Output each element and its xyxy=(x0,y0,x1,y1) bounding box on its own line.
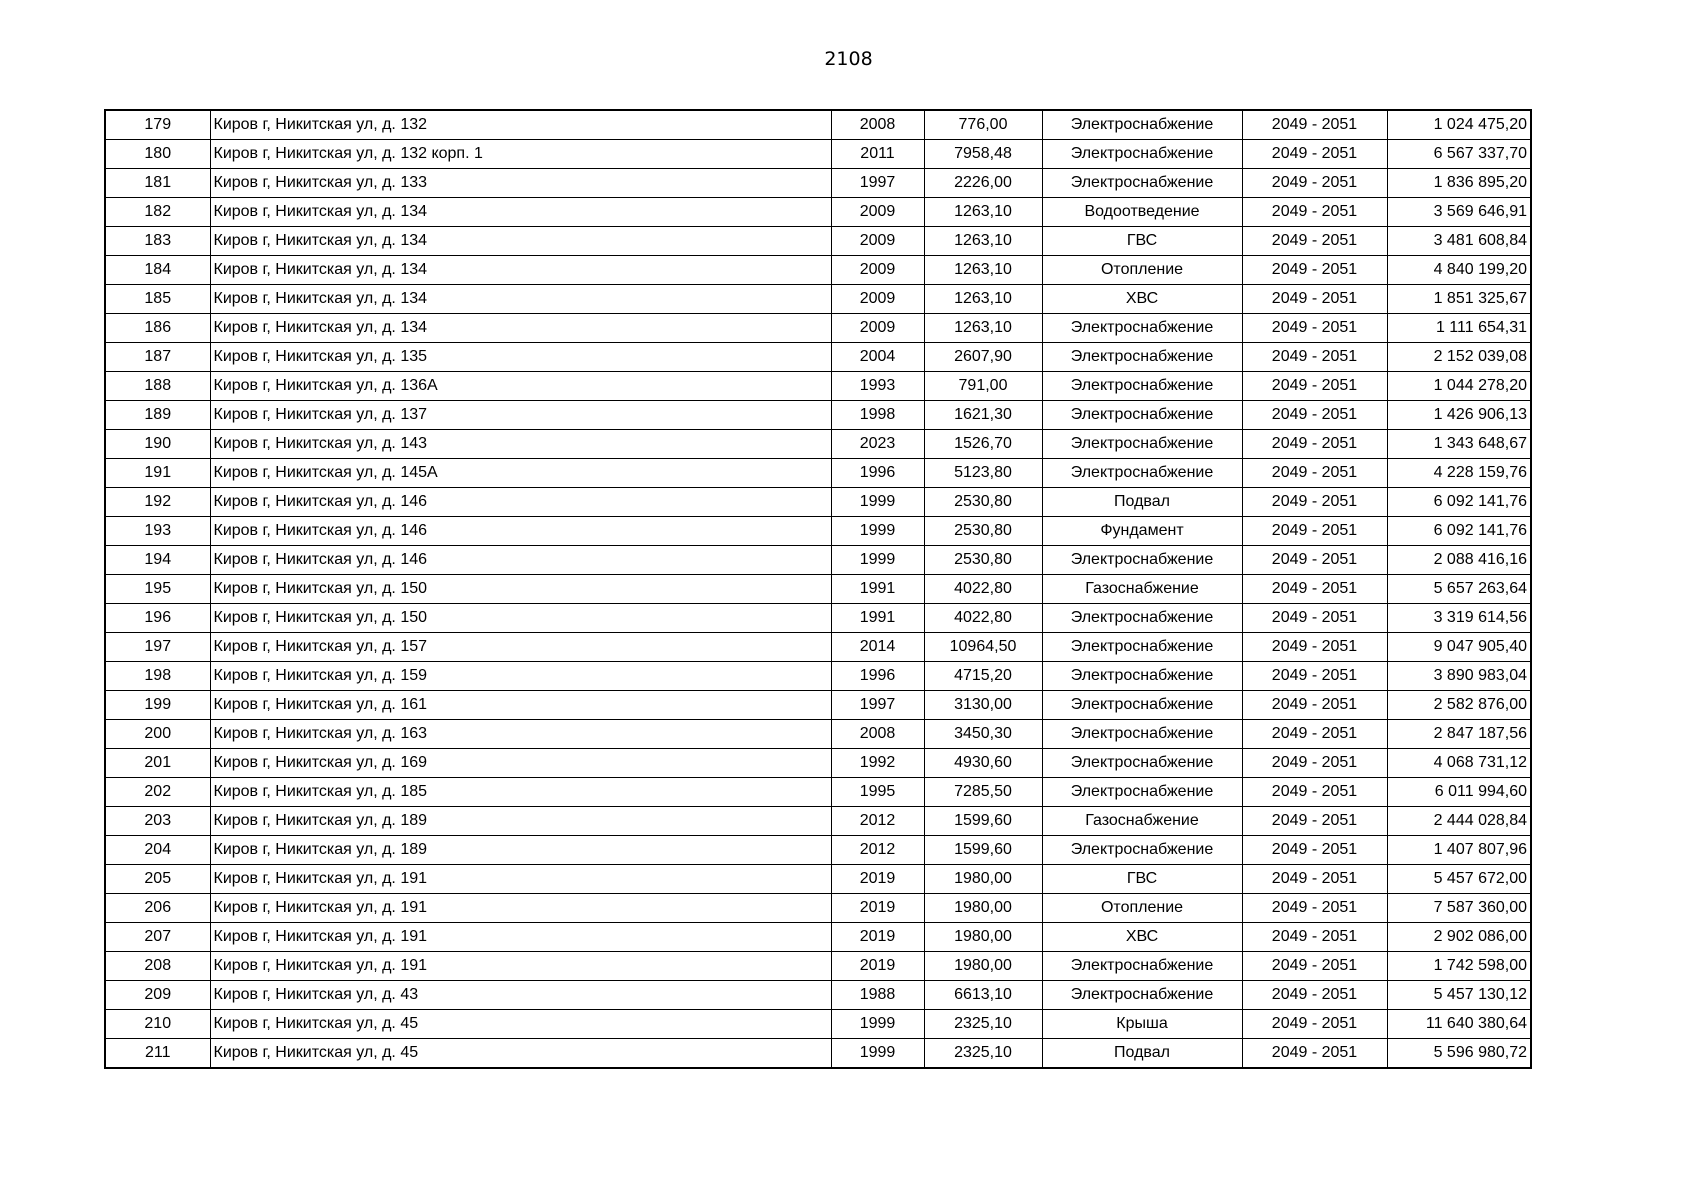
year-built-cell: 2012 xyxy=(831,807,924,836)
work-type-cell: Подвал xyxy=(1042,1039,1242,1069)
year-built-cell: 1997 xyxy=(831,691,924,720)
period-cell: 2049 - 2051 xyxy=(1242,459,1387,488)
work-type-cell: Газоснабжение xyxy=(1042,575,1242,604)
period-cell: 2049 - 2051 xyxy=(1242,314,1387,343)
cost-cell: 2 152 039,08 xyxy=(1387,343,1531,372)
area-cell: 1980,00 xyxy=(924,865,1042,894)
period-cell: 2049 - 2051 xyxy=(1242,430,1387,459)
address-cell: Киров г, Никитская ул, д. 45 xyxy=(210,1010,831,1039)
year-built-cell: 2019 xyxy=(831,894,924,923)
period-cell: 2049 - 2051 xyxy=(1242,952,1387,981)
table-row xyxy=(105,314,1531,343)
table-row xyxy=(105,488,1531,517)
row-number-cell: 197 xyxy=(105,633,210,662)
period-cell: 2049 - 2051 xyxy=(1242,110,1387,140)
year-built-cell: 1993 xyxy=(831,372,924,401)
year-built-cell: 1999 xyxy=(831,488,924,517)
area-cell: 4022,80 xyxy=(924,575,1042,604)
year-built-cell: 2012 xyxy=(831,836,924,865)
work-type-cell: Отопление xyxy=(1042,894,1242,923)
address-cell: Киров г, Никитская ул, д. 133 xyxy=(210,169,831,198)
period-cell: 2049 - 2051 xyxy=(1242,198,1387,227)
row-number-cell: 199 xyxy=(105,691,210,720)
work-type-cell: Электроснабжение xyxy=(1042,691,1242,720)
area-cell: 1980,00 xyxy=(924,923,1042,952)
year-built-cell: 2019 xyxy=(831,923,924,952)
area-cell: 1599,60 xyxy=(924,807,1042,836)
area-cell: 1980,00 xyxy=(924,894,1042,923)
row-number-cell: 179 xyxy=(105,110,210,140)
cost-cell: 1 851 325,67 xyxy=(1387,285,1531,314)
year-built-cell: 2009 xyxy=(831,198,924,227)
table-row xyxy=(105,227,1531,256)
cost-cell: 6 011 994,60 xyxy=(1387,778,1531,807)
table-row xyxy=(105,691,1531,720)
area-cell: 6613,10 xyxy=(924,981,1042,1010)
cost-cell: 3 481 608,84 xyxy=(1387,227,1531,256)
area-cell: 1526,70 xyxy=(924,430,1042,459)
row-number-cell: 201 xyxy=(105,749,210,778)
work-type-cell: Электроснабжение xyxy=(1042,981,1242,1010)
year-built-cell: 2009 xyxy=(831,256,924,285)
area-cell: 2530,80 xyxy=(924,517,1042,546)
work-type-cell: Электроснабжение xyxy=(1042,604,1242,633)
year-built-cell: 1999 xyxy=(831,1039,924,1069)
table-row xyxy=(105,749,1531,778)
address-cell: Киров г, Никитская ул, д. 191 xyxy=(210,894,831,923)
work-type-cell: Электроснабжение xyxy=(1042,459,1242,488)
cost-cell: 1 742 598,00 xyxy=(1387,952,1531,981)
row-number-cell: 182 xyxy=(105,198,210,227)
cost-cell: 5 657 263,64 xyxy=(1387,575,1531,604)
period-cell: 2049 - 2051 xyxy=(1242,778,1387,807)
year-built-cell: 1992 xyxy=(831,749,924,778)
area-cell: 4930,60 xyxy=(924,749,1042,778)
address-cell: Киров г, Никитская ул, д. 136А xyxy=(210,372,831,401)
area-cell: 2530,80 xyxy=(924,546,1042,575)
work-type-cell: Электроснабжение xyxy=(1042,749,1242,778)
address-cell: Киров г, Никитская ул, д. 132 корп. 1 xyxy=(210,140,831,169)
year-built-cell: 2009 xyxy=(831,227,924,256)
table-row xyxy=(105,981,1531,1010)
period-cell: 2049 - 2051 xyxy=(1242,749,1387,778)
area-cell: 1263,10 xyxy=(924,198,1042,227)
work-type-cell: Электроснабжение xyxy=(1042,546,1242,575)
table-body xyxy=(105,110,1531,1068)
work-type-cell: Электроснабжение xyxy=(1042,633,1242,662)
cost-cell: 2 088 416,16 xyxy=(1387,546,1531,575)
table-row xyxy=(105,546,1531,575)
work-type-cell: Электроснабжение xyxy=(1042,140,1242,169)
cost-cell: 2 902 086,00 xyxy=(1387,923,1531,952)
address-cell: Киров г, Никитская ул, д. 134 xyxy=(210,227,831,256)
address-cell: Киров г, Никитская ул, д. 163 xyxy=(210,720,831,749)
period-cell: 2049 - 2051 xyxy=(1242,1010,1387,1039)
cost-cell: 1 343 648,67 xyxy=(1387,430,1531,459)
row-number-cell: 180 xyxy=(105,140,210,169)
row-number-cell: 185 xyxy=(105,285,210,314)
year-built-cell: 1991 xyxy=(831,604,924,633)
year-built-cell: 1999 xyxy=(831,517,924,546)
period-cell: 2049 - 2051 xyxy=(1242,488,1387,517)
row-number-cell: 181 xyxy=(105,169,210,198)
work-type-cell: Электроснабжение xyxy=(1042,778,1242,807)
period-cell: 2049 - 2051 xyxy=(1242,285,1387,314)
table-row xyxy=(105,430,1531,459)
table-row xyxy=(105,517,1531,546)
year-built-cell: 2014 xyxy=(831,633,924,662)
address-cell: Киров г, Никитская ул, д. 189 xyxy=(210,836,831,865)
period-cell: 2049 - 2051 xyxy=(1242,575,1387,604)
year-built-cell: 1997 xyxy=(831,169,924,198)
area-cell: 2325,10 xyxy=(924,1039,1042,1069)
row-number-cell: 198 xyxy=(105,662,210,691)
year-built-cell: 1996 xyxy=(831,662,924,691)
area-cell: 3450,30 xyxy=(924,720,1042,749)
cost-cell: 2 582 876,00 xyxy=(1387,691,1531,720)
year-built-cell: 2009 xyxy=(831,285,924,314)
row-number-cell: 206 xyxy=(105,894,210,923)
work-type-cell: Электроснабжение xyxy=(1042,662,1242,691)
data-table xyxy=(104,109,1532,1069)
table-row xyxy=(105,1010,1531,1039)
cost-cell: 3 890 983,04 xyxy=(1387,662,1531,691)
address-cell: Киров г, Никитская ул, д. 169 xyxy=(210,749,831,778)
area-cell: 2226,00 xyxy=(924,169,1042,198)
table-row xyxy=(105,778,1531,807)
area-cell: 776,00 xyxy=(924,110,1042,140)
row-number-cell: 183 xyxy=(105,227,210,256)
row-number-cell: 186 xyxy=(105,314,210,343)
address-cell: Киров г, Никитская ул, д. 146 xyxy=(210,488,831,517)
cost-cell: 6 567 337,70 xyxy=(1387,140,1531,169)
period-cell: 2049 - 2051 xyxy=(1242,372,1387,401)
period-cell: 2049 - 2051 xyxy=(1242,633,1387,662)
work-type-cell: Электроснабжение xyxy=(1042,110,1242,140)
period-cell: 2049 - 2051 xyxy=(1242,836,1387,865)
table-row xyxy=(105,169,1531,198)
table-row xyxy=(105,1039,1531,1069)
address-cell: Киров г, Никитская ул, д. 159 xyxy=(210,662,831,691)
page-number: 2108 xyxy=(824,48,873,70)
work-type-cell: Газоснабжение xyxy=(1042,807,1242,836)
table-row xyxy=(105,662,1531,691)
row-number-cell: 188 xyxy=(105,372,210,401)
address-cell: Киров г, Никитская ул, д. 134 xyxy=(210,256,831,285)
address-cell: Киров г, Никитская ул, д. 137 xyxy=(210,401,831,430)
area-cell: 2325,10 xyxy=(924,1010,1042,1039)
work-type-cell: Водоотведение xyxy=(1042,198,1242,227)
work-type-cell: Подвал xyxy=(1042,488,1242,517)
year-built-cell: 1998 xyxy=(831,401,924,430)
address-cell: Киров г, Никитская ул, д. 150 xyxy=(210,575,831,604)
address-cell: Киров г, Никитская ул, д. 134 xyxy=(210,198,831,227)
table-row xyxy=(105,604,1531,633)
work-type-cell: Электроснабжение xyxy=(1042,952,1242,981)
area-cell: 7285,50 xyxy=(924,778,1042,807)
row-number-cell: 190 xyxy=(105,430,210,459)
table-row xyxy=(105,401,1531,430)
table-row xyxy=(105,807,1531,836)
table-row xyxy=(105,836,1531,865)
year-built-cell: 1999 xyxy=(831,1010,924,1039)
cost-cell: 2 847 187,56 xyxy=(1387,720,1531,749)
period-cell: 2049 - 2051 xyxy=(1242,140,1387,169)
area-cell: 5123,80 xyxy=(924,459,1042,488)
area-cell: 1263,10 xyxy=(924,227,1042,256)
work-type-cell: ХВС xyxy=(1042,923,1242,952)
row-number-cell: 184 xyxy=(105,256,210,285)
address-cell: Киров г, Никитская ул, д. 191 xyxy=(210,865,831,894)
row-number-cell: 189 xyxy=(105,401,210,430)
row-number-cell: 200 xyxy=(105,720,210,749)
row-number-cell: 195 xyxy=(105,575,210,604)
table-row xyxy=(105,256,1531,285)
table-row xyxy=(105,372,1531,401)
address-cell: Киров г, Никитская ул, д. 145А xyxy=(210,459,831,488)
cost-cell: 1 426 906,13 xyxy=(1387,401,1531,430)
cost-cell: 7 587 360,00 xyxy=(1387,894,1531,923)
table-row xyxy=(105,894,1531,923)
year-built-cell: 2008 xyxy=(831,720,924,749)
cost-cell: 1 024 475,20 xyxy=(1387,110,1531,140)
work-type-cell: ХВС xyxy=(1042,285,1242,314)
work-type-cell: Крыша xyxy=(1042,1010,1242,1039)
period-cell: 2049 - 2051 xyxy=(1242,720,1387,749)
cost-cell: 3 319 614,56 xyxy=(1387,604,1531,633)
area-cell: 1263,10 xyxy=(924,314,1042,343)
period-cell: 2049 - 2051 xyxy=(1242,604,1387,633)
row-number-cell: 196 xyxy=(105,604,210,633)
area-cell: 2607,90 xyxy=(924,343,1042,372)
row-number-cell: 191 xyxy=(105,459,210,488)
address-cell: Киров г, Никитская ул, д. 135 xyxy=(210,343,831,372)
period-cell: 2049 - 2051 xyxy=(1242,546,1387,575)
year-built-cell: 1991 xyxy=(831,575,924,604)
row-number-cell: 202 xyxy=(105,778,210,807)
table-row xyxy=(105,198,1531,227)
period-cell: 2049 - 2051 xyxy=(1242,894,1387,923)
area-cell: 7958,48 xyxy=(924,140,1042,169)
row-number-cell: 210 xyxy=(105,1010,210,1039)
row-number-cell: 208 xyxy=(105,952,210,981)
work-type-cell: Электроснабжение xyxy=(1042,343,1242,372)
address-cell: Киров г, Никитская ул, д. 146 xyxy=(210,517,831,546)
cost-cell: 9 047 905,40 xyxy=(1387,633,1531,662)
work-type-cell: Фундамент xyxy=(1042,517,1242,546)
period-cell: 2049 - 2051 xyxy=(1242,256,1387,285)
period-cell: 2049 - 2051 xyxy=(1242,691,1387,720)
work-type-cell: Отопление xyxy=(1042,256,1242,285)
period-cell: 2049 - 2051 xyxy=(1242,923,1387,952)
cost-cell: 4 840 199,20 xyxy=(1387,256,1531,285)
area-cell: 1263,10 xyxy=(924,256,1042,285)
table-row xyxy=(105,343,1531,372)
period-cell: 2049 - 2051 xyxy=(1242,662,1387,691)
area-cell: 4715,20 xyxy=(924,662,1042,691)
row-number-cell: 187 xyxy=(105,343,210,372)
address-cell: Киров г, Никитская ул, д. 134 xyxy=(210,314,831,343)
row-number-cell: 193 xyxy=(105,517,210,546)
cost-cell: 4 068 731,12 xyxy=(1387,749,1531,778)
address-cell: Киров г, Никитская ул, д. 45 xyxy=(210,1039,831,1069)
row-number-cell: 211 xyxy=(105,1039,210,1069)
address-cell: Киров г, Никитская ул, д. 185 xyxy=(210,778,831,807)
work-type-cell: Электроснабжение xyxy=(1042,169,1242,198)
work-type-cell: ГВС xyxy=(1042,865,1242,894)
area-cell: 1621,30 xyxy=(924,401,1042,430)
address-cell: Киров г, Никитская ул, д. 191 xyxy=(210,952,831,981)
year-built-cell: 2004 xyxy=(831,343,924,372)
period-cell: 2049 - 2051 xyxy=(1242,865,1387,894)
cost-cell: 1 111 654,31 xyxy=(1387,314,1531,343)
table-row xyxy=(105,285,1531,314)
table-row xyxy=(105,865,1531,894)
cost-cell: 11 640 380,64 xyxy=(1387,1010,1531,1039)
address-cell: Киров г, Никитская ул, д. 146 xyxy=(210,546,831,575)
table-row xyxy=(105,575,1531,604)
year-built-cell: 1999 xyxy=(831,546,924,575)
table-row xyxy=(105,952,1531,981)
address-cell: Киров г, Никитская ул, д. 161 xyxy=(210,691,831,720)
address-cell: Киров г, Никитская ул, д. 189 xyxy=(210,807,831,836)
period-cell: 2049 - 2051 xyxy=(1242,981,1387,1010)
period-cell: 2049 - 2051 xyxy=(1242,343,1387,372)
year-built-cell: 1996 xyxy=(831,459,924,488)
address-cell: Киров г, Никитская ул, д. 150 xyxy=(210,604,831,633)
area-cell: 1599,60 xyxy=(924,836,1042,865)
row-number-cell: 207 xyxy=(105,923,210,952)
year-built-cell: 2019 xyxy=(831,952,924,981)
period-cell: 2049 - 2051 xyxy=(1242,1039,1387,1069)
area-cell: 10964,50 xyxy=(924,633,1042,662)
cost-cell: 4 228 159,76 xyxy=(1387,459,1531,488)
table-row xyxy=(105,633,1531,662)
year-built-cell: 2023 xyxy=(831,430,924,459)
year-built-cell: 2019 xyxy=(831,865,924,894)
area-cell: 4022,80 xyxy=(924,604,1042,633)
row-number-cell: 194 xyxy=(105,546,210,575)
table-row xyxy=(105,459,1531,488)
area-cell: 2530,80 xyxy=(924,488,1042,517)
period-cell: 2049 - 2051 xyxy=(1242,169,1387,198)
area-cell: 3130,00 xyxy=(924,691,1042,720)
row-number-cell: 203 xyxy=(105,807,210,836)
work-type-cell: Электроснабжение xyxy=(1042,720,1242,749)
period-cell: 2049 - 2051 xyxy=(1242,807,1387,836)
period-cell: 2049 - 2051 xyxy=(1242,517,1387,546)
table-row xyxy=(105,720,1531,749)
work-type-cell: Электроснабжение xyxy=(1042,836,1242,865)
year-built-cell: 1988 xyxy=(831,981,924,1010)
row-number-cell: 192 xyxy=(105,488,210,517)
year-built-cell: 1995 xyxy=(831,778,924,807)
address-cell: Киров г, Никитская ул, д. 157 xyxy=(210,633,831,662)
cost-cell: 1 836 895,20 xyxy=(1387,169,1531,198)
address-cell: Киров г, Никитская ул, д. 134 xyxy=(210,285,831,314)
row-number-cell: 209 xyxy=(105,981,210,1010)
address-cell: Киров г, Никитская ул, д. 143 xyxy=(210,430,831,459)
cost-cell: 6 092 141,76 xyxy=(1387,488,1531,517)
work-type-cell: Электроснабжение xyxy=(1042,314,1242,343)
address-cell: Киров г, Никитская ул, д. 43 xyxy=(210,981,831,1010)
row-number-cell: 205 xyxy=(105,865,210,894)
address-cell: Киров г, Никитская ул, д. 191 xyxy=(210,923,831,952)
period-cell: 2049 - 2051 xyxy=(1242,227,1387,256)
row-number-cell: 204 xyxy=(105,836,210,865)
cost-cell: 3 569 646,91 xyxy=(1387,198,1531,227)
cost-cell: 5 457 672,00 xyxy=(1387,865,1531,894)
area-cell: 1980,00 xyxy=(924,952,1042,981)
table-row xyxy=(105,140,1531,169)
cost-cell: 5 596 980,72 xyxy=(1387,1039,1531,1069)
work-type-cell: ГВС xyxy=(1042,227,1242,256)
cost-cell: 1 407 807,96 xyxy=(1387,836,1531,865)
area-cell: 791,00 xyxy=(924,372,1042,401)
year-built-cell: 2008 xyxy=(831,110,924,140)
cost-cell: 2 444 028,84 xyxy=(1387,807,1531,836)
cost-cell: 6 092 141,76 xyxy=(1387,517,1531,546)
address-cell: Киров г, Никитская ул, д. 132 xyxy=(210,110,831,140)
year-built-cell: 2009 xyxy=(831,314,924,343)
cost-cell: 5 457 130,12 xyxy=(1387,981,1531,1010)
area-cell: 1263,10 xyxy=(924,285,1042,314)
table-row xyxy=(105,923,1531,952)
year-built-cell: 2011 xyxy=(831,140,924,169)
work-type-cell: Электроснабжение xyxy=(1042,430,1242,459)
work-type-cell: Электроснабжение xyxy=(1042,372,1242,401)
table-row xyxy=(105,110,1531,140)
cost-cell: 1 044 278,20 xyxy=(1387,372,1531,401)
period-cell: 2049 - 2051 xyxy=(1242,401,1387,430)
work-type-cell: Электроснабжение xyxy=(1042,401,1242,430)
